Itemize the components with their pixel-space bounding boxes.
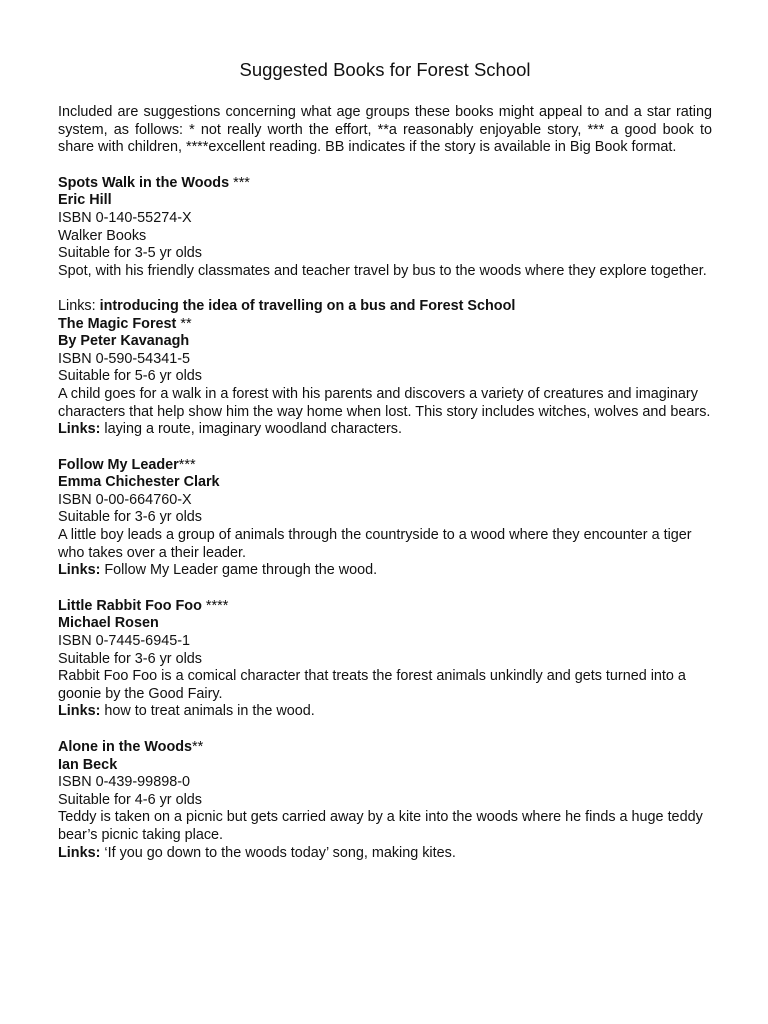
book-links [58,298,712,316]
book-age-range: Suitable for 3-6 yr olds [58,650,202,667]
book-isbn: ISBN 0-439-99898-0 [58,774,190,791]
spacer [58,280,712,298]
book-publisher: Walker Books [58,227,147,244]
links-label: Links: [58,297,100,314]
book-age-range: Suitable for 3-5 yr olds [58,245,202,262]
book-author: By Peter Kavanagh [58,333,190,350]
book-description: Teddy is taken on a picnic but gets carried away by a kite into the woods where he finds a huge teddy bear’s picnic taking place. [58,809,703,843]
book-author: Emma Chichester Clark [58,474,220,491]
book-rating: **** [201,597,229,614]
book-age-range: Suitable for 5-6 yr olds [58,368,202,385]
book-title: Alone in the Woods [58,739,193,755]
document-page [58,58,712,880]
links-label: Links: [58,703,101,720]
book-heading [58,739,712,757]
book-author: Ian Beck [58,756,118,773]
book-rating: ** [192,739,204,755]
book-rating: ** [176,315,192,332]
book-heading [58,457,712,475]
book-heading [58,598,712,616]
links-text: Follow My Leader game through the wood. [100,562,378,579]
book-links [58,845,712,863]
links-text: introducing the idea of travelling on a bus and Forest School [99,297,516,314]
links-label: Links: [58,421,101,438]
book-links [58,421,712,439]
book-title: The Magic Forest [58,315,177,332]
book-description: A little boy leads a group of animals through the countryside to a wood where they encounter a tiger who takes over a their leader. [58,527,692,561]
links-text: ‘If you go down to the woods today’ song, making kites. [100,844,456,861]
book-isbn: ISBN 0-00-664760-X [58,491,192,508]
book-links [58,562,712,580]
book-entry [58,457,712,580]
book-author: Eric Hill [58,192,112,209]
book-age-range: Suitable for 4-6 yr olds [58,791,202,808]
links-text: how to treat animals in the wood. [100,703,315,720]
book-heading [58,316,712,334]
document-title: Suggested Books for Forest School [239,59,531,80]
book-description: Rabbit Foo Foo is a comical character that treats the forest animals unkindly and gets turned into a goonie by the Good Fairy. [58,668,686,702]
book-isbn: ISBN 0-590-54341-5 [58,350,190,367]
book-title: Follow My Leader [58,456,179,473]
book-entry [58,316,712,439]
links-text: laying a route, imaginary woodland characters. [100,421,402,438]
book-title: Spots Walk in the Woods [58,174,230,191]
book-author: Michael Rosen [58,615,159,632]
book-links [58,703,712,721]
book-entry [58,739,712,862]
book-entry [58,598,712,721]
book-age-range: Suitable for 3-6 yr olds [58,509,202,526]
book-isbn: ISBN 0-7445-6945-1 [58,633,190,650]
book-rating: *** [229,174,250,191]
book-description: A child goes for a walk in a forest with his parents and discovers a variety of creatures and imaginary characters that help show him the way home when lost. This story includes witches, wolves and bears. [58,385,711,420]
links-label: Links: [58,844,101,861]
book-heading [58,175,712,193]
book-description: Spot, with his friendly classmates and teacher travel by bus to the woods where they explore together. [58,262,707,279]
book-title: Little Rabbit Foo Foo [58,597,202,614]
book-rating: *** [178,456,196,473]
book-entry [58,175,712,316]
book-isbn: ISBN 0-140-55274-X [58,209,192,226]
intro-paragraph: Included are suggestions concerning what age groups these books might appeal to and a star rating system, as follows: * not really worth the effort, **a reasonably enjoyable story, *** a good book to share with children, ****excellent reading. BB indicates if the story is available in Big Book format. [58,104,712,156]
links-label: Links: [58,562,101,579]
